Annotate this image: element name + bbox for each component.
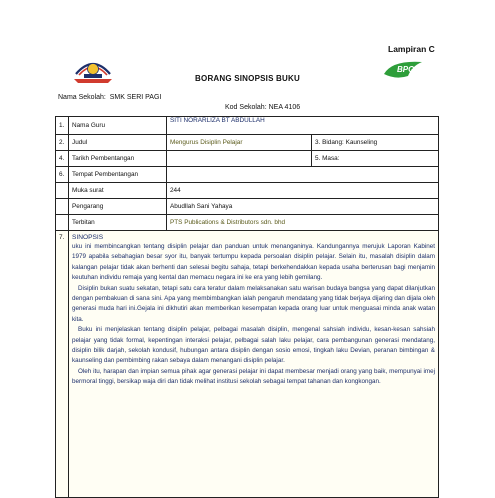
lampiran-label: Lampiran C <box>388 44 435 54</box>
field-label: Tempat Pembentangan <box>69 167 167 183</box>
school-code-label: Kod Sekolah: <box>225 104 267 111</box>
bidang-value: Kaunseling <box>345 139 378 146</box>
author-field[interactable]: Abudllah Sani Yahaya <box>167 199 439 215</box>
synopsis-form-table <box>55 116 439 498</box>
date-field[interactable] <box>167 151 312 167</box>
school-label: Nama Sekolah: <box>58 94 106 101</box>
row-muka-surat <box>56 183 439 199</box>
row-tarikh <box>56 151 439 167</box>
school-code-value: NEA 4106 <box>268 104 301 111</box>
field-label: Terbitan <box>69 215 167 231</box>
field-label: Judul <box>69 135 167 151</box>
school-line <box>58 94 161 101</box>
row-number: 2. <box>56 135 69 151</box>
field-label: Muka surat <box>69 183 167 199</box>
row-number: 1. <box>56 117 69 135</box>
school-code-line <box>225 104 300 111</box>
synopsis-paragraph: uku ini membincangkan tentang disiplin pelajar dan panduan untuk menanganinya. Kandungannya merujuk Laporan Kabinet 1979 apabila sebahagian besar syor itu, banyak tertumpu kepada persoalan disiplin pelajar. Selain itu, masalah disiplin dalam kalangan pelajar tidak akan berhenti dan selesai begitu sahaja, tetapi berkehendakkan kepada usaha berterusan bagi menjamin keutuhan individu remaja yang kental dan memacu negara ini ke era yang lebih gemilang. <box>72 243 435 282</box>
publisher-field[interactable]: PTS Publications & Distributors sdn. bhd <box>167 215 439 231</box>
form-title: BORANG SINOPSIS BUKU <box>195 74 300 83</box>
teacher-name-field[interactable]: SITI NORARLIZA BT ABDULLAH <box>167 117 439 135</box>
field-label: 5. Masa: <box>315 155 340 162</box>
row-nama-guru <box>56 117 439 135</box>
field-label: Nama Guru <box>69 117 167 135</box>
row-number: 7. <box>56 231 69 498</box>
row-sinopsis <box>56 231 439 498</box>
synopsis-paragraph: Disiplin bukan suatu sekatan, tetapi satu cara teratur dalam melaksanakan satu warisan budaya bangsa yang dapat dilanjutkan dengan pembakuan di sana sini. Apa yang membimbangkan ialah pengaruh mendatang yang tidak berjaya dijaring dan dijala oleh generasi muda hari ini.Gejala ini dikhutiri akan memberikan kesempatan kepada orang luar untuk menguasai minda anak watan kita. <box>72 284 435 323</box>
bidang-field[interactable] <box>312 135 439 151</box>
row-number: 6. <box>56 167 69 183</box>
row-terbitan <box>56 215 439 231</box>
synopsis-heading: SINOPSIS <box>72 234 104 241</box>
synopsis-paragraph: Oleh itu, harapan dan impian semua pihak agar generasi pelajar ini dapat membesar menjadi orang yang baik, mempunyai imej bermoral tinggi, bersikap waja diri dan tidak melihat institusi sekolah sebagai tempat tahanan dan kongkongan. <box>72 367 435 386</box>
row-judul <box>56 135 439 151</box>
row-pengarang <box>56 199 439 215</box>
venue-field[interactable] <box>167 167 439 183</box>
synopsis-field[interactable] <box>69 231 439 498</box>
field-label: Tarikh Pembentangan <box>69 151 167 167</box>
bpg-logo-text: BPG <box>397 65 415 74</box>
masa-field[interactable] <box>312 151 439 167</box>
pages-field[interactable]: 244 <box>167 183 439 199</box>
field-label: 3. Bidang: <box>315 139 344 146</box>
field-label: Pengarang <box>69 199 167 215</box>
row-number: 4. <box>56 151 69 167</box>
row-tempat <box>56 167 439 183</box>
title-field[interactable]: Mengurus Disiplin Pelajar <box>167 135 312 151</box>
school-value: SMK SERI PAGI <box>109 94 162 101</box>
synopsis-paragraph: Buku ini menjelaskan tentang disiplin pelajar, pelbagai masalah disiplin, mengenal sahsiah individu, kesan-kesan sahsiah pelajar yang tidak formal, kepentingan interaksi pelajar, pelbagai salah laku pelajar, cara pembangunan generasi mendatang, disiplin bilik darjah, sekolah kondusif, hubungan antara disiplin dengan sosio emosi, tingkah laku Devian, peranan bimbingan & kaunseling dan pembimbing rakan sebaya dalam menangani disiplin pelajar. <box>72 326 435 365</box>
